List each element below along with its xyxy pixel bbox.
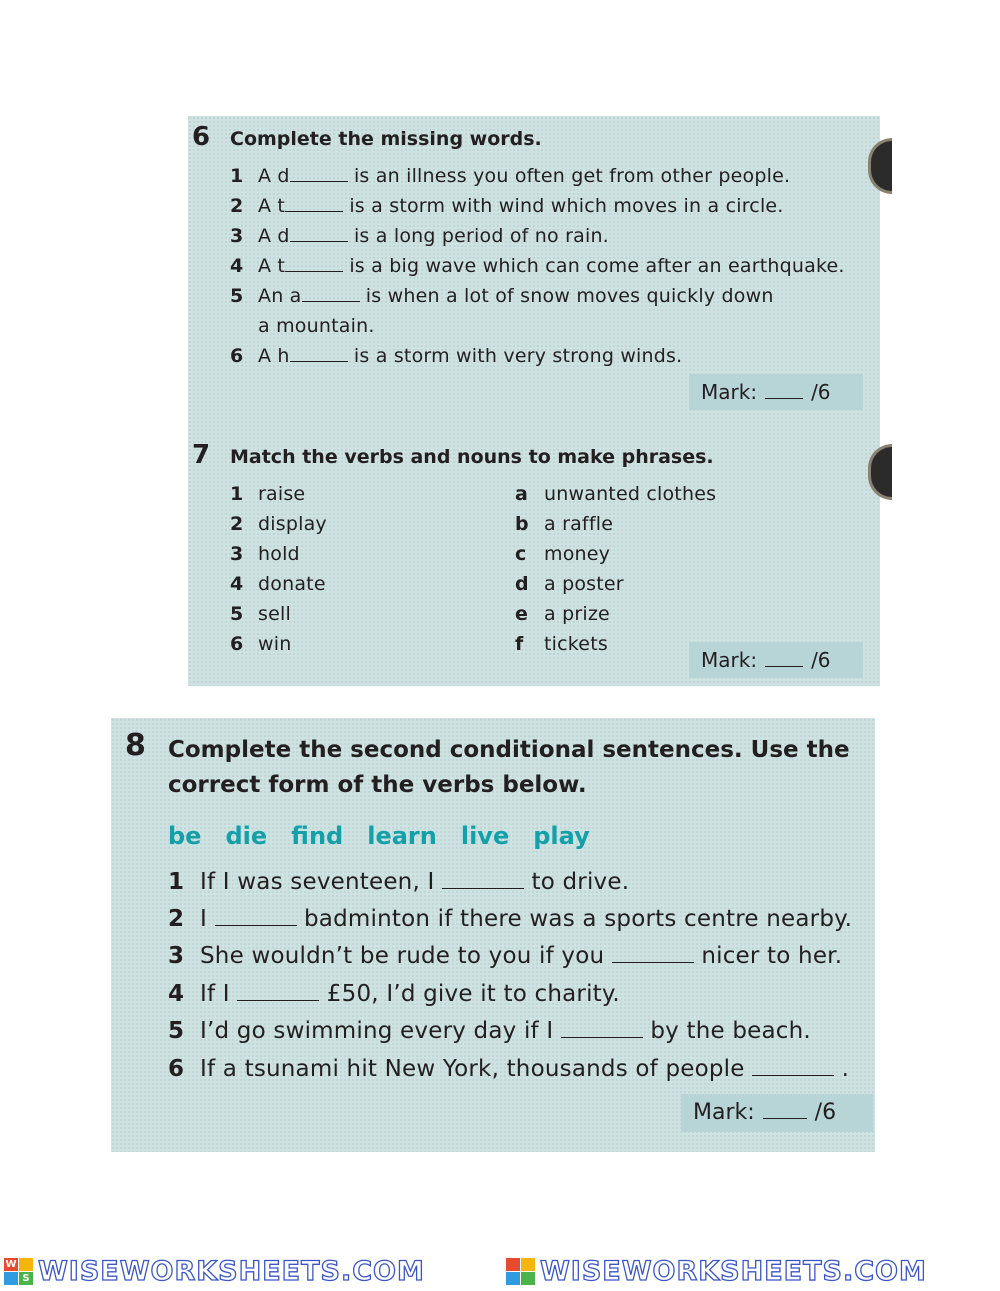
side-tab-decoration <box>868 444 892 500</box>
noun-item: f tickets <box>515 633 608 655</box>
wiseworksheets-logo-icon <box>506 1258 536 1286</box>
exercise-panel-8 <box>111 718 875 1152</box>
exercise-6-item: 2 A t is a storm with wind which moves in a circle. <box>230 195 784 217</box>
word-bank-item: live <box>460 822 510 850</box>
exercise-6-number: 6 <box>192 122 211 152</box>
exercise-8-item: 1 If I was seventeen, I to drive. <box>168 869 630 895</box>
noun-item: e a prize <box>515 603 610 625</box>
exercise-6-item-continuation: a mountain. <box>258 315 375 337</box>
exercise-8-mark-box: Mark: /6 <box>681 1094 873 1132</box>
mark-blank[interactable] <box>765 379 803 399</box>
watermark-text: WISEWORKSHEETS.COM <box>38 1256 425 1287</box>
answer-blank[interactable] <box>561 1016 643 1038</box>
answer-blank[interactable] <box>290 164 348 182</box>
noun-item: b a raffle <box>515 513 614 535</box>
answer-blank[interactable] <box>612 941 694 963</box>
exercise-7-number: 7 <box>192 440 211 470</box>
mark-blank[interactable] <box>763 1099 807 1119</box>
exercise-8-title-line1: Complete the second conditional sentences. Use the <box>168 737 850 763</box>
exercise-6-title: Complete the missing words. <box>230 128 542 150</box>
side-tab-decoration <box>868 138 892 194</box>
verb-item: 1 raise <box>230 483 306 505</box>
exercise-8-number: 8 <box>125 728 146 763</box>
answer-blank[interactable] <box>752 1054 834 1076</box>
noun-item: a unwanted clothes <box>515 483 717 505</box>
exercise-8-title-line2: correct form of the verbs below. <box>168 772 587 798</box>
exercise-6-mark-box: Mark: /6 <box>689 374 863 410</box>
verb-item: 4 donate <box>230 573 326 595</box>
exercise-6-item: 4 A t is a big wave which can come after an earthquake. <box>230 255 845 277</box>
exercise-8-item: 2 I badminton if there was a sports centre nearby. <box>168 906 853 932</box>
word-bank-item: be <box>168 822 202 850</box>
word-bank-item: play <box>533 822 590 850</box>
exercise-8-item: 6 If a tsunami hit New York, thousands of people . <box>168 1056 850 1082</box>
answer-blank[interactable] <box>237 979 319 1001</box>
answer-blank[interactable] <box>290 344 348 362</box>
exercise-6-item: 1 A d is an illness you often get from other people. <box>230 165 791 187</box>
word-bank-item: learn <box>367 822 437 850</box>
mark-blank[interactable] <box>765 647 803 667</box>
wiseworksheets-logo-icon: W S <box>4 1258 34 1286</box>
answer-blank[interactable] <box>215 904 297 926</box>
answer-blank[interactable] <box>442 867 524 889</box>
noun-item: c money <box>515 543 611 565</box>
exercise-8-item: 3 She wouldn’t be rude to you if you nicer to her. <box>168 943 843 969</box>
word-bank-item: find <box>291 822 344 850</box>
exercise-7-title: Match the verbs and nouns to make phrases. <box>230 446 714 468</box>
exercise-6-item: 5 An a is when a lot of snow moves quickly down <box>230 285 774 307</box>
exercise-8-item: 4 If I £50, I’d give it to charity. <box>168 981 620 1007</box>
answer-blank[interactable] <box>285 254 343 272</box>
answer-blank[interactable] <box>285 194 343 212</box>
answer-blank[interactable] <box>302 284 360 302</box>
verb-item: 2 display <box>230 513 327 535</box>
verb-item: 3 hold <box>230 543 300 565</box>
exercise-panel-6-7 <box>188 116 880 686</box>
answer-blank[interactable] <box>290 224 348 242</box>
verb-item: 6 win <box>230 633 292 655</box>
exercise-7-mark-box: Mark: /6 <box>689 642 863 678</box>
exercise-6-item: 6 A h is a storm with very strong winds. <box>230 345 683 367</box>
watermark-footer <box>0 1256 1000 1288</box>
noun-item: d a poster <box>515 573 624 595</box>
verb-item: 5 sell <box>230 603 291 625</box>
word-bank <box>168 821 614 851</box>
exercise-6-item: 3 A d is a long period of no rain. <box>230 225 609 247</box>
watermark-text: WISEWORKSHEETS.COM <box>540 1256 927 1287</box>
word-bank-item: die <box>225 822 268 850</box>
exercise-8-item: 5 I’d go swimming every day if I by the beach. <box>168 1018 811 1044</box>
